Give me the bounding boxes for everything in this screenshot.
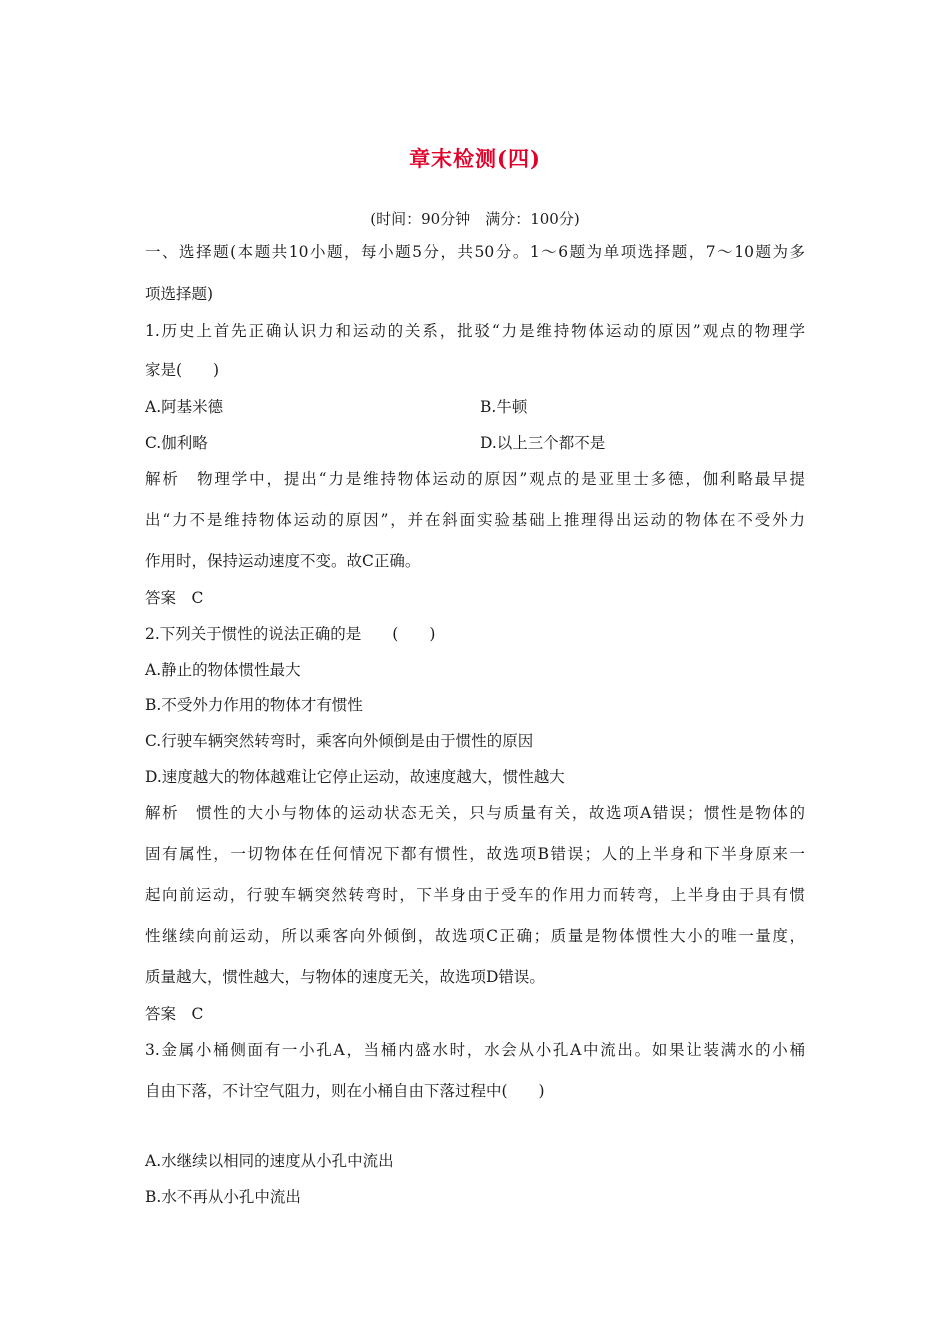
q1-stem-line1: 1.历史上首先正确认识力和运动的关系，批驳“力是维持物体运动的原因”观点的物理学: [145, 322, 805, 340]
q1-option-a: A.阿基米德: [145, 398, 224, 416]
section-heading-line2: 项选择题): [145, 285, 214, 303]
q2-answer: 答案 C: [145, 1005, 204, 1023]
q2-analysis-line3: 起向前运动，行驶车辆突然转弯时，下半身由于受车的作用力而转弯，上半身由于具有惯: [145, 886, 805, 904]
q1-option-c: C.伽利略: [145, 434, 208, 452]
q1-analysis-line1: 解析 物理学中，提出“力是维持物体运动的原因”观点的是亚里士多德，伽利略最早提: [145, 470, 805, 488]
section-heading-line1: 一、选择题(本题共10小题，每小题5分，共50分。1～6题为单项选择题，7～10题为多: [145, 243, 805, 261]
q2-analysis-line1: 解析 惯性的大小与物体的运动状态无关，只与质量有关，故选项A错误；惯性是物体的: [145, 804, 805, 822]
q1-analysis-line2: 出“力不是维持物体运动的原因”，并在斜面实验基础上推理得出运动的物体在不受外力: [145, 511, 805, 529]
page-title: 章末检测(四): [409, 146, 541, 171]
q2-analysis-line5: 质量越大，惯性越大，与物体的速度无关，故选项D错误。: [145, 968, 545, 986]
q3-stem-line1: 3.金属小桶侧面有一小孔A，当桶内盛水时，水会从小孔A中流出。如果让装满水的小桶: [145, 1041, 805, 1059]
q2-option-c: C.行驶车辆突然转弯时，乘客向外倾倒是由于惯性的原因: [145, 732, 534, 750]
exam-meta: (时间：90分钟 满分：100分): [370, 210, 580, 228]
q2-analysis-line2: 固有属性，一切物体在任何情况下都有惯性，故选项B错误；人的上半身和下半身原来一: [145, 845, 805, 863]
q2-option-a: A.静止的物体惯性最大: [145, 661, 301, 679]
q1-stem-line2: 家是( ): [145, 361, 220, 379]
q3-stem-line2: 自由下落，不计空气阻力，则在小桶自由下落过程中( ): [145, 1082, 545, 1100]
q3-option-a: A.水继续以相同的速度从小孔中流出: [145, 1152, 394, 1170]
q2-analysis-line4: 性继续向前运动，所以乘客向外倾倒，故选项C正确；质量是物体惯性大小的唯一量度，: [145, 927, 805, 945]
q1-option-b: B.牛顿: [480, 398, 528, 416]
q1-option-d: D.以上三个都不是: [480, 434, 606, 452]
q2-stem: 2.下列关于惯性的说法正确的是 ( ): [145, 625, 436, 643]
q2-option-d: D.速度越大的物体越难让它停止运动，故速度越大，惯性越大: [145, 768, 565, 786]
q3-option-b: B.水不再从小孔中流出: [145, 1188, 301, 1206]
q1-answer: 答案 C: [145, 589, 204, 607]
q2-option-b: B.不受外力作用的物体才有惯性: [145, 696, 363, 714]
q1-analysis-line3: 作用时，保持运动速度不变。故C正确。: [145, 552, 421, 570]
